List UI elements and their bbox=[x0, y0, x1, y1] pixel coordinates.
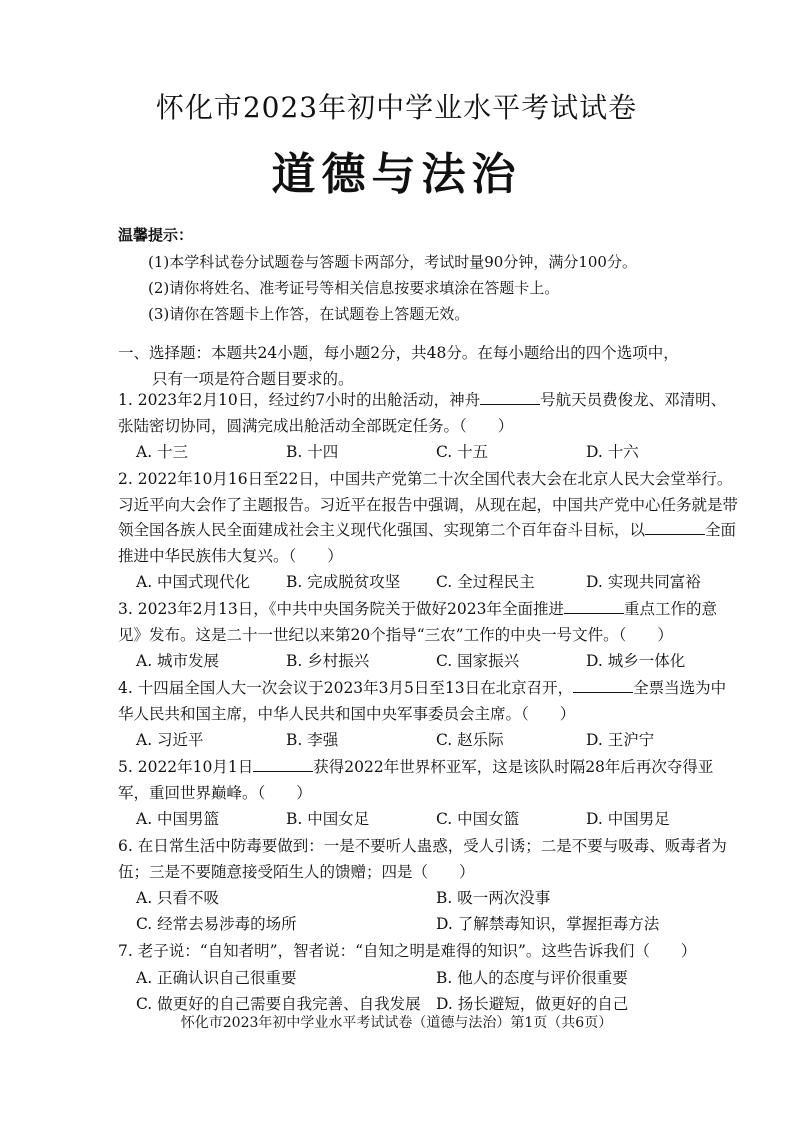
question bbox=[118, 467, 738, 595]
question-stem bbox=[118, 755, 738, 806]
stem-text: 重点工作的意见》发布。这是二十一世纪以来第20个指导“三农”工作的中央一号文件。（ ） bbox=[118, 600, 717, 644]
option: A. 只看不吸 bbox=[136, 889, 220, 907]
stem-text: 获得2022年世界杯亚军，这是该队时隔28年后再次夺得亚军，重回世界巅峰。（ ） bbox=[118, 758, 714, 802]
option: A. 城市发展 bbox=[136, 652, 220, 670]
option: A. 中国式现代化 bbox=[136, 573, 251, 591]
tip-item: (1)本学科试卷分试题卷与答题卡两部分，考试时量90分钟，满分100分。 bbox=[148, 253, 637, 271]
options bbox=[118, 648, 738, 674]
question bbox=[118, 834, 738, 937]
stem-text: 全面推进中华民族伟大复兴。（ ） bbox=[118, 521, 737, 565]
page-footer: 怀化市2023年初中学业水平考试试卷（道德与法治）第1页（共6页） bbox=[180, 1015, 613, 1031]
option: C. 赵乐际 bbox=[436, 731, 504, 749]
stem-text: 5. 2022年10月1日 bbox=[118, 758, 254, 776]
option: B. 中国女足 bbox=[286, 810, 370, 828]
option: D. 王沪宁 bbox=[586, 731, 655, 749]
option: D. 十六 bbox=[586, 443, 639, 461]
answer-blank bbox=[573, 676, 633, 693]
option: D. 了解禁毒知识，掌握拒毒方法 bbox=[436, 915, 660, 933]
option: C. 全过程民主 bbox=[436, 573, 535, 591]
question-stem bbox=[118, 597, 738, 648]
option: C. 十五 bbox=[436, 443, 489, 461]
question-stem bbox=[118, 388, 738, 439]
option: D. 城乡一体化 bbox=[586, 652, 686, 670]
question bbox=[118, 676, 738, 753]
answer-blank bbox=[480, 388, 540, 405]
option: C. 做更好的自己需要自我完善、自我发展 bbox=[136, 994, 421, 1013]
option: B. 乡村振兴 bbox=[286, 652, 370, 670]
question bbox=[118, 755, 738, 832]
subject-title: 道德与法治 bbox=[271, 149, 522, 200]
question-stem bbox=[118, 834, 738, 885]
option: A. 正确认识自己很重要 bbox=[136, 968, 297, 987]
exam-title: 怀化市2023年初中学业水平考试试卷 bbox=[155, 91, 638, 124]
option: C. 中国女篮 bbox=[436, 810, 520, 828]
stem-text: 7. 老子说：“自知者明”，智者说：“自知之明是难得的知识”。这些告诉我们（ ） bbox=[118, 942, 697, 960]
section-heading bbox=[118, 340, 728, 392]
tips-label: 温馨提示： bbox=[118, 226, 194, 244]
stem-text: 3. 2023年2月13日，《中共中央国务院关于做好2023年全面推进 bbox=[118, 600, 564, 618]
stem-text: 全票当选为中华人民共和国主席，中华人民共和国中央军事委员会主席。（ ） bbox=[118, 679, 727, 723]
stem-text: 2. 2022年10月16日至22日，中国共产党第二十次全国代表大会在北京人民大会堂举行。习近平向大会作了主题报告。习近平在报告中强调，从现在起，中国共产党中心任务就是带领全国各族人民全面建成社会主义现代化强国、实现第二个百年奋斗目标，以 bbox=[118, 470, 739, 539]
options bbox=[118, 727, 738, 753]
option: B. 他人的态度与评价很重要 bbox=[436, 968, 628, 987]
answer-blank bbox=[564, 597, 624, 614]
question-list bbox=[118, 388, 738, 1019]
options bbox=[118, 569, 738, 595]
section-line: 只有一项是符合题目要求的。 bbox=[152, 370, 354, 388]
option: A. 习近平 bbox=[136, 731, 204, 749]
options bbox=[118, 965, 738, 1017]
stem-text: 4. 十四届全国人大一次会议于2023年3月5日至13日在北京召开， bbox=[118, 679, 574, 697]
option: B. 李强 bbox=[286, 731, 339, 749]
option: A. 中国男篮 bbox=[136, 810, 220, 828]
question-stem bbox=[118, 676, 738, 727]
question bbox=[118, 939, 738, 1017]
options bbox=[118, 806, 738, 832]
option: D. 中国男足 bbox=[586, 810, 670, 828]
tip-item: (2)请你将姓名、准考证号等相关信息按要求填涂在答题卡上。 bbox=[148, 279, 560, 297]
option: D. 扬长避短，做更好的自己 bbox=[436, 994, 629, 1013]
answer-blank bbox=[253, 755, 313, 772]
stem-text: 号航天员费俊龙、邓清明、张陆密切协同，圆满完成出舱活动全部既定任务。（ ） bbox=[118, 391, 727, 435]
question-stem bbox=[118, 467, 738, 569]
option: B. 完成脱贫攻坚 bbox=[286, 573, 401, 591]
options bbox=[118, 885, 738, 937]
tip-item: (3)请你在答题卡上作答，在试题卷上答题无效。 bbox=[148, 305, 470, 323]
stem-text: 1. 2023年2月10日，经过约7小时的出舱活动，神舟 bbox=[118, 391, 481, 409]
option: C. 经常去易涉毒的场所 bbox=[136, 915, 297, 933]
section-line: 一、选择题：本题共24小题，每小题2分，共48分。在每小题给出的四个选项中， bbox=[118, 344, 679, 362]
question bbox=[118, 388, 738, 465]
tips-block bbox=[118, 224, 637, 327]
option: A. 十三 bbox=[136, 443, 189, 461]
answer-blank bbox=[645, 518, 705, 535]
question bbox=[118, 597, 738, 674]
options bbox=[118, 439, 738, 465]
question-stem bbox=[118, 939, 738, 965]
option: B. 吸一两次没事 bbox=[436, 889, 551, 907]
option: B. 十四 bbox=[286, 443, 339, 461]
option: D. 实现共同富裕 bbox=[586, 573, 701, 591]
stem-text: 6. 在日常生活中防毒要做到：一是不要听人蛊惑，受人引诱；二是不要与吸毒、贩毒者为伍；三是不要随意接受陌生人的馈赠；四是（ ） bbox=[118, 837, 727, 881]
option: C. 国家振兴 bbox=[436, 652, 520, 670]
